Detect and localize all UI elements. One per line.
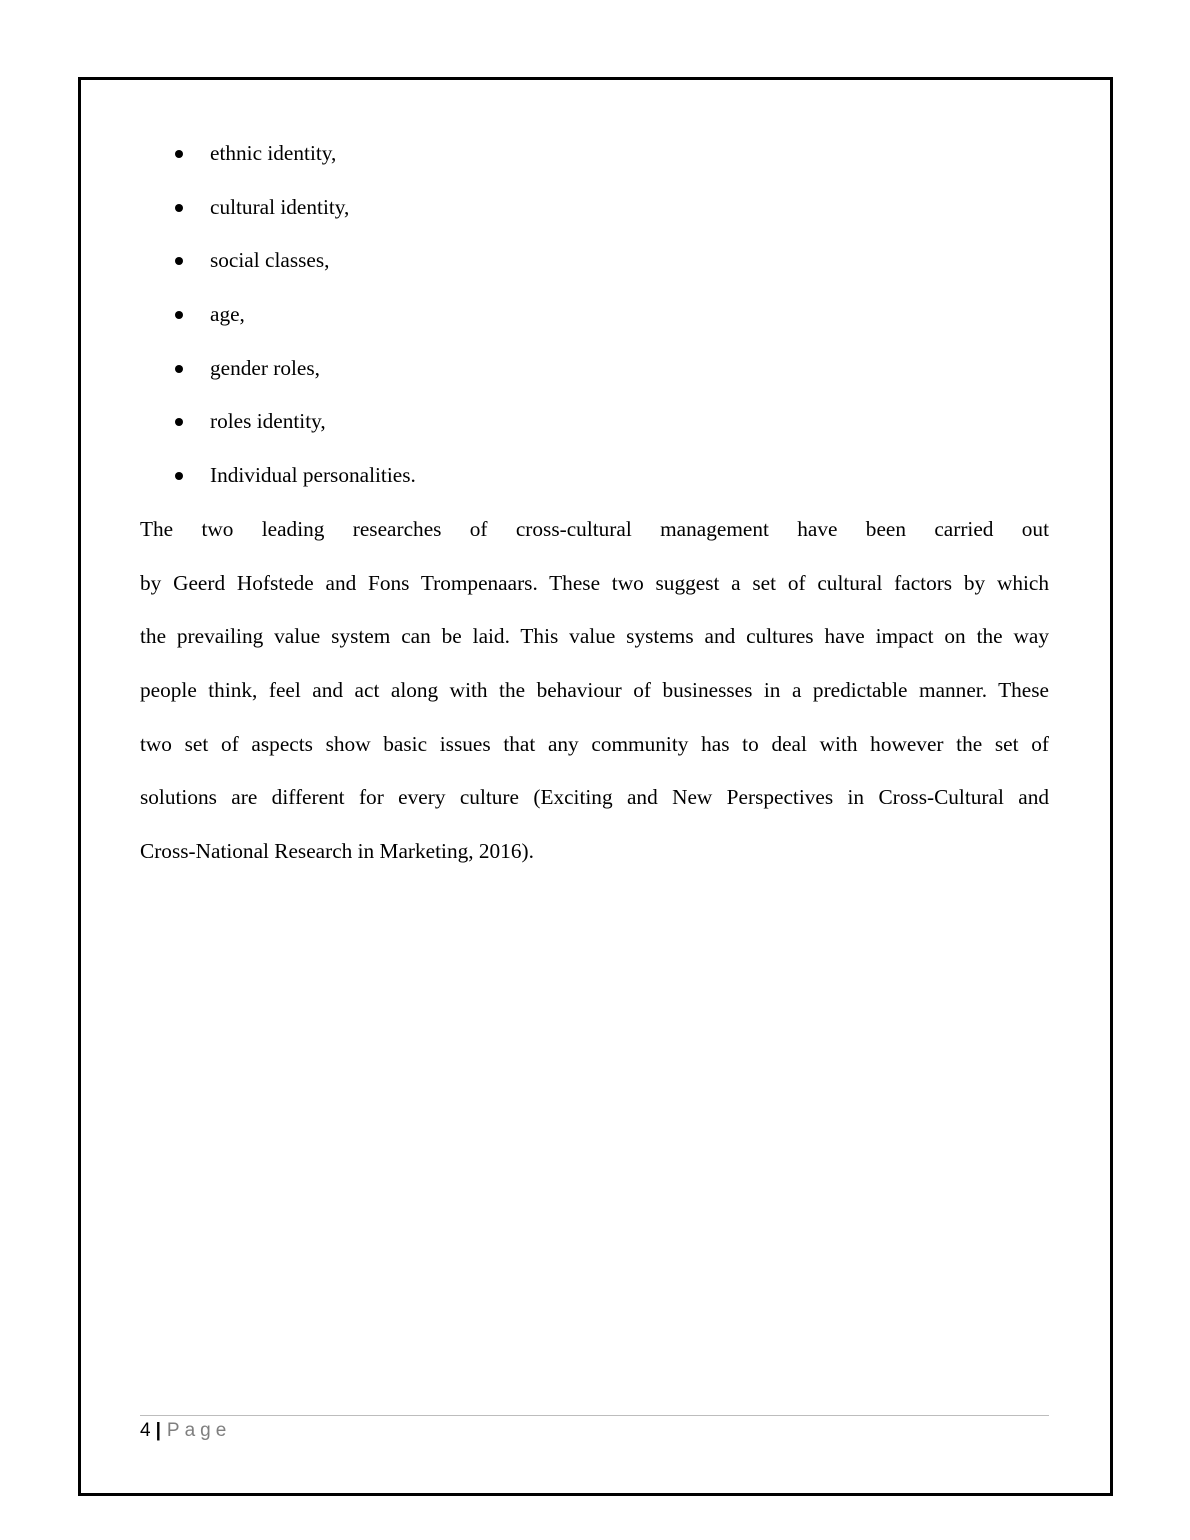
page-number: 4 [140, 1420, 151, 1441]
bullet-list [140, 127, 1049, 503]
list-item [140, 181, 1049, 235]
list-item [140, 127, 1049, 181]
paragraph-line: by Geerd Hofstede and Fons Trompenaars. These two suggest a set of cultural factors by which [140, 570, 1049, 595]
bullet-icon [175, 257, 183, 265]
list-item-text: ethnic identity, [210, 141, 337, 165]
bullet-icon [175, 150, 183, 158]
list-item [140, 395, 1049, 449]
page-label: Page [166, 1420, 232, 1441]
paragraph-line: Cross-National Research in Marketing, 2016). [140, 838, 534, 863]
footer-separator: | [155, 1420, 161, 1441]
list-item-text: social classes, [210, 248, 330, 273]
body-paragraph [140, 503, 1049, 879]
paragraph-line: people think, feel and act along with the behaviour of businesses in a predictable manner. These [140, 677, 1049, 702]
paragraph-line: The two leading researches of cross-cultural management have been carried out [140, 516, 1049, 541]
page-footer [140, 1418, 231, 1444]
paragraph-line: the prevailing value system can be laid. This value systems and cultures have impact on the way [140, 624, 1049, 649]
bullet-icon [175, 365, 183, 373]
list-item [140, 288, 1049, 342]
bullet-icon [175, 311, 183, 319]
list-item-text: Individual personalities. [210, 463, 416, 488]
bullet-icon [175, 204, 183, 212]
paragraph-line: two set of aspects show basic issues that any community has to deal with however the set of [140, 731, 1049, 756]
list-item [140, 449, 1049, 503]
footer-divider [140, 1415, 1049, 1416]
list-item-text: gender roles, [210, 355, 320, 380]
bullet-icon [175, 418, 183, 426]
page-content [140, 127, 1049, 879]
list-item-text: roles identity, [210, 409, 326, 434]
list-item [140, 234, 1049, 288]
list-item [140, 342, 1049, 396]
paragraph-line: solutions are different for every culture (Exciting and New Perspectives in Cross-Cultural and [140, 785, 1049, 810]
list-item-text: cultural identity, [210, 194, 350, 219]
bullet-icon [175, 472, 183, 480]
list-item-text: age, [210, 302, 245, 327]
